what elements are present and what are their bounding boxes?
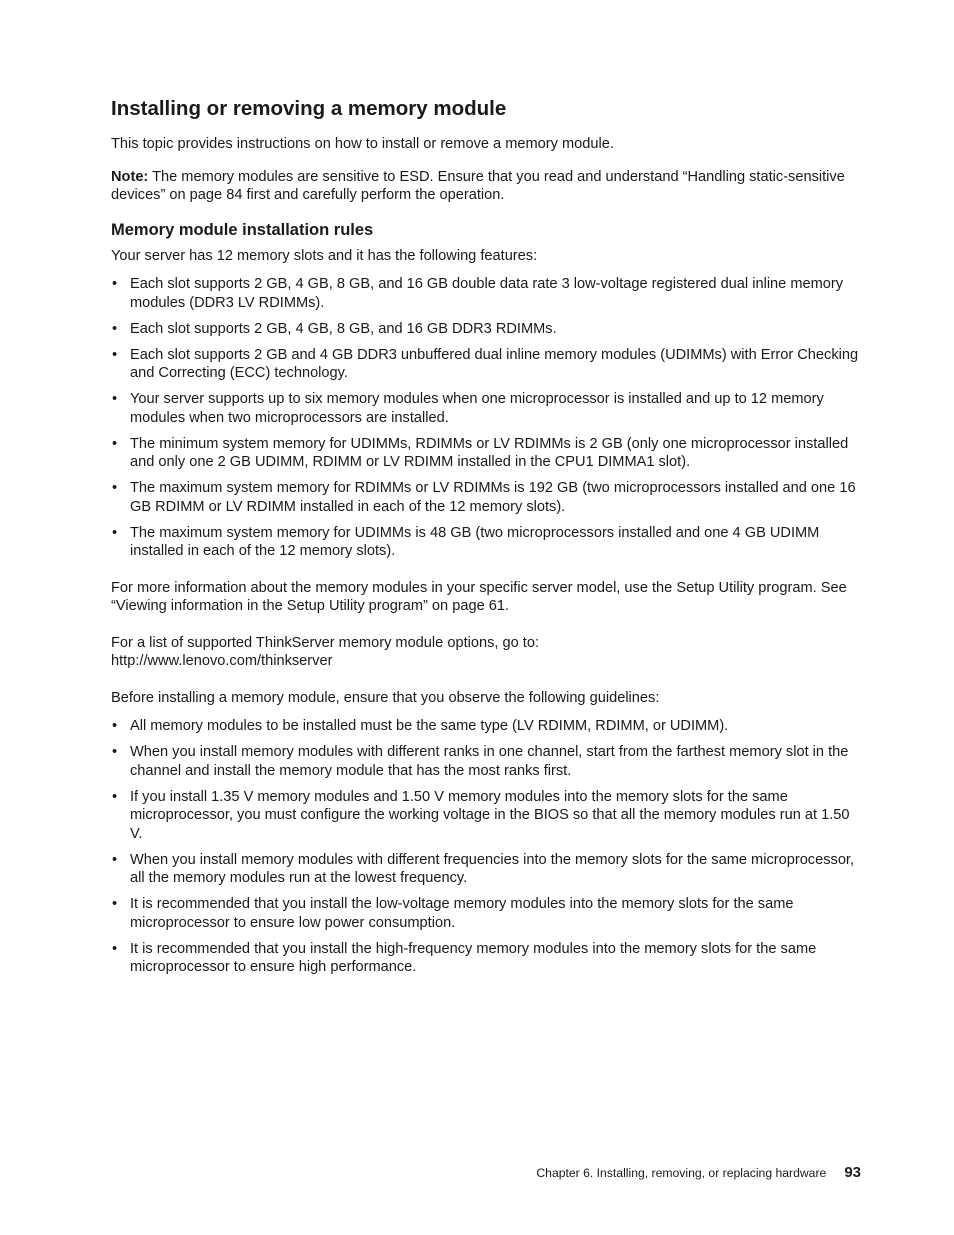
section-heading: Memory module installation rules	[111, 220, 374, 239]
list-item: • It is recommended that you install the low-voltage memory modules into the memory slots for the same microprocessor to ensure low power consumption.	[111, 895, 863, 932]
list-item: • Each slot supports 2 GB, 4 GB, 8 GB, and 16 GB DDR3 RDIMMs.	[111, 320, 863, 339]
options-text: For a list of supported ThinkServer memory module options, go to:	[111, 634, 540, 651]
intro-paragraph: This topic provides instructions on how to install or remove a memory module.	[111, 136, 614, 152]
list-item: • The maximum system memory for UDIMMs is 48 GB (two microprocessors installed and one 4 GB UDIMM installed in each of the 12 memory slots).	[111, 524, 863, 561]
more-info-paragraph: For more information about the memory modules in your specific server model, use the Setup Utility program. See “Viewing information in the Setup Utility program” on page 61.	[111, 579, 847, 614]
guidelines-list	[111, 717, 863, 977]
note-text: The memory modules are sensitive to ESD. Ensure that you read and understand “Handling static-sensitive devices” on page 84 first and carefully perform the operation.	[111, 168, 845, 203]
list-item: • The minimum system memory for UDIMMs, RDIMMs or LV RDIMMs is 2 GB (only one microprocessor installed and only one 2 GB UDIMM, RDIMM or LV RDIMM installed in the CPU1 DIMMA1 slot).	[111, 435, 863, 472]
note-label: Note:	[111, 168, 149, 185]
list-item: • The maximum system memory for RDIMMs or LV RDIMMs is 192 GB (two microprocessors installed and one 16 GB RDIMM or LV RDIMM installed in each of the 12 memory slots).	[111, 479, 863, 516]
list-item: • When you install memory modules with different ranks in one channel, start from the farthest memory slot in the channel and install the memory module that has the most ranks first.	[111, 743, 863, 780]
options-paragraph	[111, 634, 863, 671]
guidelines-intro: Before installing a memory module, ensure that you observe the following guidelines:	[111, 689, 660, 706]
list-item: • All memory modules to be installed must be the same type (LV RDIMM, RDIMM, or UDIMM).	[111, 717, 863, 736]
section-intro: Your server has 12 memory slots and it has the following features:	[111, 247, 538, 264]
note-paragraph	[111, 168, 863, 205]
list-item: • If you install 1.35 V memory modules and 1.50 V memory modules into the memory slots for the same microprocessor, you must configure the working voltage in the BIOS so that all the memory modules run at 1.50 V.	[111, 788, 863, 844]
page-footer	[536, 1163, 861, 1183]
page-number: 93	[844, 1164, 861, 1181]
list-item: • Each slot supports 2 GB, 4 GB, 8 GB, and 16 GB double data rate 3 low-voltage registered dual inline memory modules (DDR3 LV RDIMMs).	[111, 275, 863, 312]
list-item: • Your server supports up to six memory modules when one microprocessor is installed and up to 12 memory modules when two microprocessors are installed.	[111, 390, 863, 427]
list-item: • It is recommended that you install the high-frequency memory modules into the memory slots for the same microprocessor to ensure high performance.	[111, 940, 863, 977]
features-list	[111, 275, 863, 561]
page-content	[111, 96, 863, 984]
list-item: • Each slot supports 2 GB and 4 GB DDR3 unbuffered dual inline memory modules (UDIMMs) with Error Checking and Correcting (ECC) technology.	[111, 346, 863, 383]
page-title: Installing or removing a memory module	[111, 97, 507, 120]
list-item: • When you install memory modules with different frequencies into the memory slots for the same microprocessor, all the memory modules run at the lowest frequency.	[111, 851, 863, 888]
footer-chapter: Chapter 6. Installing, removing, or replacing hardware	[536, 1166, 827, 1180]
thinkserver-link[interactable]: http://www.lenovo.com/thinkserver	[111, 653, 333, 669]
